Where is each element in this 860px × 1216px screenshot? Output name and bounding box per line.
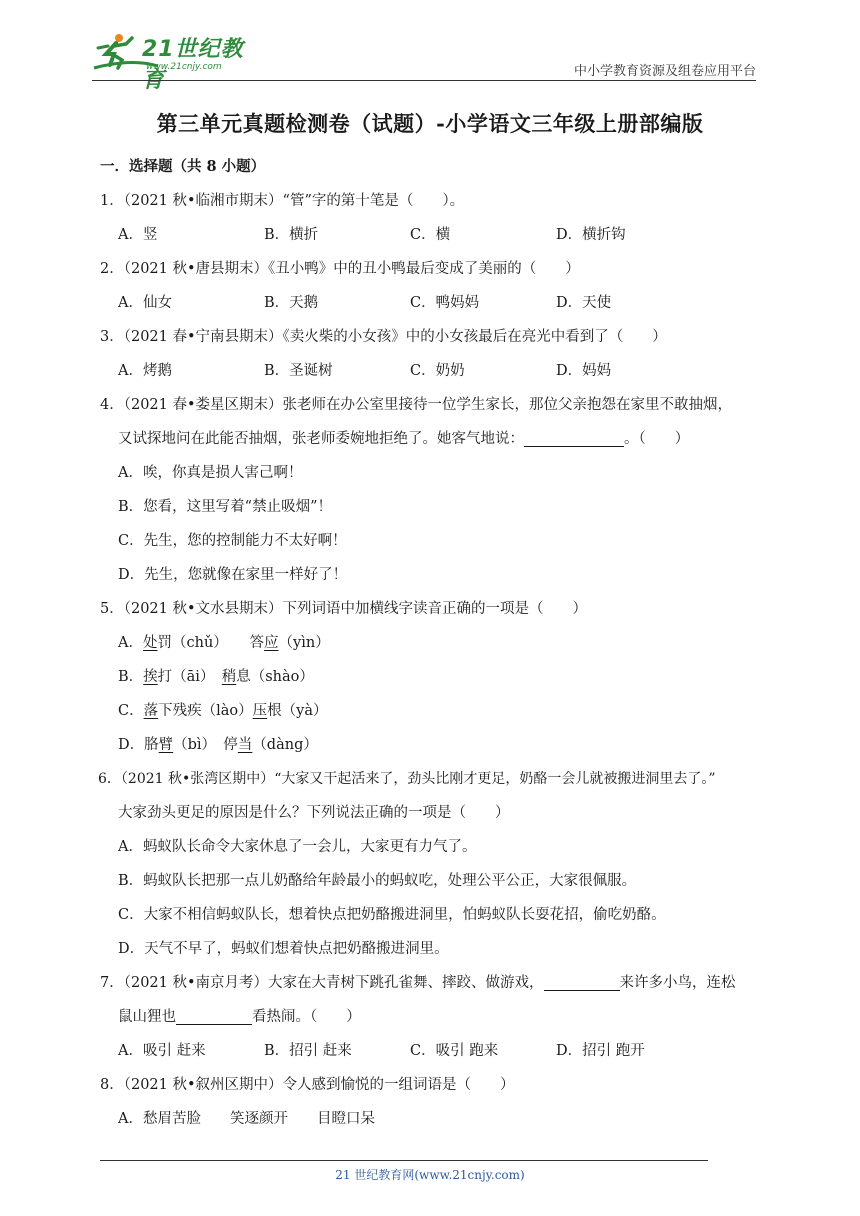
underlined-char: 压 [252, 703, 268, 719]
question-3-options [100, 354, 760, 388]
underlined-char: 落 [143, 703, 159, 719]
question-2-stem: 2．（2021 秋•唐县期末）《丑小鸭》中的丑小鸭最后变成了美丽的（ ） [100, 261, 580, 277]
option-c[interactable]: C．横 [410, 227, 451, 243]
question-6-stem-line-1: 6．（2021 秋•张湾区期中）“大家又干起活来了，劲头比刚才更足，奶酪一会儿就被搬进洞里去了。” [98, 771, 716, 787]
question-3-stem: 3．（2021 春•宁南县期末）《卖火柴的小女孩》中的小女孩最后在亮光中看到了（ ） [100, 329, 667, 345]
option-d[interactable]: D．招引 跑开 [556, 1043, 645, 1059]
option-text: 罚（chǔ） 答 [157, 635, 265, 651]
underlined-char: 处 [142, 635, 158, 651]
question-4-stem-line-1: 4．（2021 春•娄星区期末）张老师在办公室里接待一位学生家长，那位父亲抱怨在家里不敢抽烟， [100, 397, 733, 413]
stem-text: 看热闹。（ ） [252, 1009, 361, 1025]
option-text: 根（yà） [267, 703, 328, 719]
stem-text: 7．（2021 秋•南京月考）大家在大青树下跳孔雀舞、摔跤、做游戏， [100, 975, 544, 991]
option-text: D．胳 [118, 737, 159, 753]
option-b[interactable]: B．圣诞树 [264, 363, 333, 379]
option-c[interactable]: C．奶奶 [410, 363, 465, 379]
answer-blank[interactable] [524, 428, 624, 447]
option-text: （yìn） [278, 635, 330, 651]
question-4-stem-line-2 [100, 422, 760, 456]
logo-url: www.21cnjy.com [146, 62, 222, 72]
option-c[interactable]: C．鸭妈妈 [410, 295, 480, 311]
question-7-stem-line-1 [100, 966, 760, 1000]
underlined-char: 应 [264, 635, 279, 651]
stem-text: 又试探地问在此能否抽烟，张老师委婉地拒绝了。她客气地说： [118, 431, 524, 447]
stem-text: 鼠山狸也 [118, 1009, 176, 1025]
option-text: A． [118, 635, 143, 651]
option-text: 息（shào） [236, 669, 314, 685]
option-text: （bì） 停 [173, 737, 238, 753]
option-text: C． [118, 703, 144, 719]
option-a[interactable]: A．愁眉苦脸 笑逐颜开 目瞪口呆 [118, 1111, 375, 1127]
section-heading: 一．选择题（共 8 小题） [100, 158, 266, 175]
option-text: 打（āi） [157, 669, 222, 685]
logo [92, 32, 262, 93]
option-c[interactable]: C．吸引 跑来 [410, 1043, 499, 1059]
logo-text: 21世纪教育 [142, 37, 244, 93]
question-list [100, 150, 760, 1136]
option-b[interactable]: B．蚂蚁队长把那一点儿奶酪给年龄最小的蚂蚁吃，处理公平公正，大家很佩服。 [118, 873, 637, 889]
option-d[interactable]: D．先生，您就像在家里一样好了！ [118, 567, 348, 583]
question-1-stem: 1．（2021 秋•临湘市期末）“管”字的第十笔是（ ）。 [100, 193, 465, 209]
underlined-char: 挨 [143, 669, 158, 685]
option-a[interactable]: A．烤鹅 [118, 363, 172, 379]
option-text: （dàng） [252, 737, 318, 753]
underlined-char: 臂 [158, 737, 174, 753]
option-d[interactable]: D．妈妈 [556, 363, 612, 379]
option-text: 下残疾（lào） [158, 703, 253, 719]
stem-text: 来许多小鸟，连松 [619, 975, 736, 991]
option-c[interactable] [100, 694, 760, 728]
question-2-options [100, 286, 760, 320]
page-header [0, 0, 860, 93]
option-d[interactable]: D．天气不早了，蚂蚁们想着快点把奶酪搬进洞里。 [118, 941, 449, 957]
underlined-char: 稍 [221, 669, 237, 685]
option-b[interactable] [100, 660, 760, 694]
footer-text[interactable]: 21 世纪教育网(www.21cnjy.com) [335, 1168, 525, 1182]
option-a[interactable] [100, 626, 760, 660]
answer-blank[interactable] [176, 1006, 252, 1025]
question-7-options [100, 1034, 760, 1068]
option-text: B． [118, 669, 144, 685]
option-d[interactable]: D．横折钩 [556, 227, 626, 243]
option-a[interactable]: A．唉，你真是损人害己啊！ [118, 465, 303, 481]
footer-divider [100, 1160, 708, 1161]
underlined-char: 当 [237, 737, 253, 753]
question-5-stem: 5．（2021 秋•文水县期末）下列词语中加横线字读音正确的一项是（ ） [100, 601, 588, 617]
answer-blank[interactable] [544, 972, 620, 991]
option-a[interactable]: A．仙女 [118, 295, 172, 311]
option-b[interactable]: B．天鹅 [264, 295, 319, 311]
stem-text: 。（ ） [624, 431, 690, 447]
option-d[interactable]: D．天使 [556, 295, 612, 311]
option-c[interactable]: C．大家不相信蚂蚁队长，想着快点把奶酪搬进洞里，怕蚂蚁队长耍花招，偷吃奶酪。 [118, 907, 666, 923]
option-d[interactable] [100, 728, 760, 762]
option-a[interactable]: A．蚂蚁队长命令大家休息了一会儿，大家更有力气了。 [118, 839, 477, 855]
platform-name: 中小学教育资源及组卷应用平台 [573, 64, 756, 79]
option-a[interactable]: A．吸引 赶来 [118, 1043, 206, 1059]
question-8-stem: 8．（2021 秋•叙州区期中）令人感到愉悦的一组词语是（ ） [100, 1077, 515, 1093]
option-c[interactable]: C．先生，您的控制能力不太好啊！ [118, 533, 347, 549]
option-b[interactable]: B．横折 [264, 227, 319, 243]
option-b[interactable]: B．招引 赶来 [264, 1043, 352, 1059]
question-6-stem-line-2: 大家劲头更足的原因是什么？下列说法正确的一项是（ ） [118, 805, 510, 821]
question-1-options [100, 218, 760, 252]
option-a[interactable]: A．竖 [118, 227, 158, 243]
question-7-stem-line-2 [100, 1000, 760, 1034]
page-title: 第三单元真题检测卷（试题）-小学语文三年级上册部编版 [156, 111, 704, 136]
option-b[interactable]: B．您看，这里写着“禁止吸烟”！ [118, 499, 332, 515]
header-divider [92, 80, 756, 81]
